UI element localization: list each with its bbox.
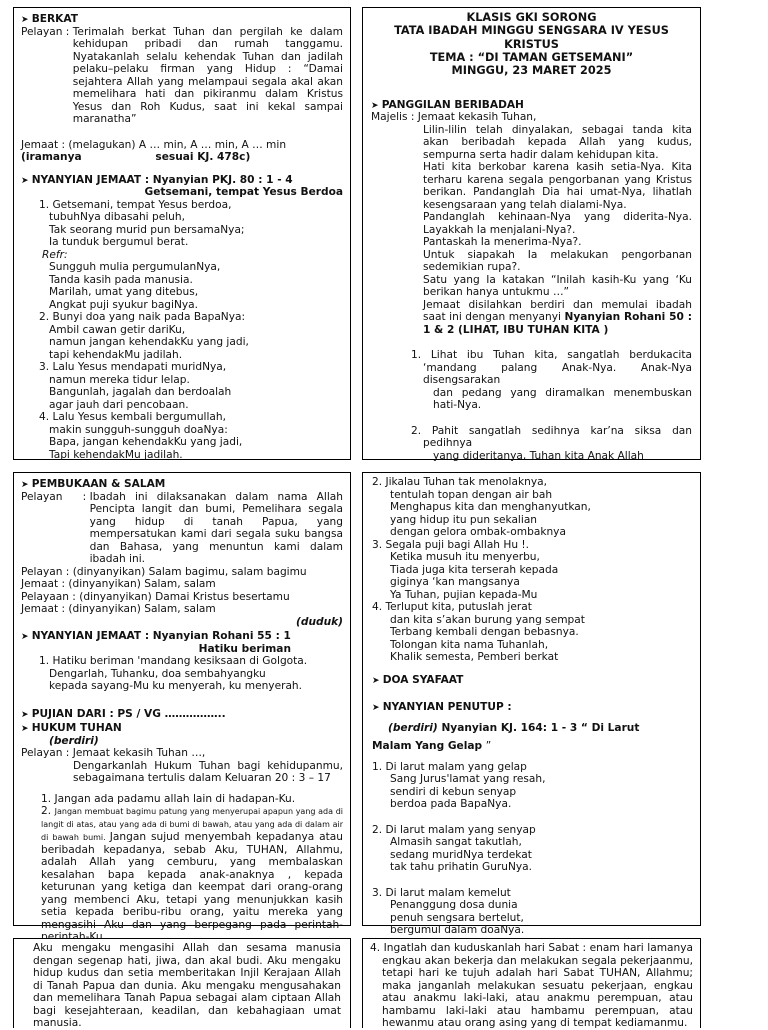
penutup-song-title-2 bbox=[372, 740, 691, 753]
kj-verse-2 bbox=[372, 824, 691, 874]
lyric-line: Ya Tuhan, pujian kepada-Mu bbox=[390, 588, 538, 601]
berkat-pelayan bbox=[21, 26, 343, 126]
invite-text: Jemaat disilahkan berdiri dan memulai ibadah saat ini dengan menyanyi bbox=[423, 298, 692, 324]
salam-line: Jemaat : (dinyanyikan) Salam, salam bbox=[21, 578, 216, 591]
commandment-1: 1. Jangan ada padamu allah lain di hadapan-Ku. bbox=[41, 792, 296, 805]
cover-panel bbox=[362, 7, 701, 460]
majelis-paragraph: Pantaskah Ia menerima-Nya?. bbox=[423, 236, 582, 249]
lyric-line: yang dideritanya, Tuhan kita Anak Allah bbox=[433, 449, 644, 462]
lyric-line: giginya ‘kan mangsanya bbox=[390, 576, 520, 588]
lyric-line: Almasih sangat takutlah, bbox=[390, 836, 522, 849]
lyric-line: berdoa pada BapaNya. bbox=[390, 798, 512, 811]
lyric-line: Terbang kembali dengan bebasnya. bbox=[390, 626, 579, 638]
salam-line: Pelayaan : (dinyanyikan) Damai Kristus besertamu bbox=[21, 590, 290, 603]
hukum-pelayan bbox=[21, 747, 343, 760]
verse-4 bbox=[21, 411, 343, 461]
berdiri-note: (berdiri) bbox=[388, 721, 438, 734]
lyric-line: dan kita s’akan burung yang sempat bbox=[390, 613, 585, 626]
commandment-text: Jangan sujud menyembah kepadanya atau beribadah kepadanya, sebab Aku, TUHAN, Allahmu, adalah Allah yang cemburu, yang membalaskan kesalahan bapa kepada anak-anaknya , kepada keturunan yang ketiga dan keempat dari orang-orang yang membenci Aku, tetapi yang menunjukkan kasih setia kepada beribu-ribu orang, yaitu mereka yang mengasihi Aku dan yang berpegang pada perintah- bbox=[41, 831, 343, 931]
song-heading: ➤ NYANYIAN JEMAAT : Nyanyian Rohani 55 : 1 bbox=[21, 630, 343, 643]
lyric-line: 1. Hatiku beriman 'mandang kesiksaan di Golgota. bbox=[39, 655, 308, 668]
commandment-4: 4. Ingatlah dan kuduskanlah hari Sabat : enam hari lamanya engkau akan bekerja dan melakukan segala pekerjaanmu, tetapi hari ke tujuh adalah hari Sabat TUHAN, Allahmu; maka janganlah melakukan sesuatu pekerjaan, engkau atau anakmu laki-laki, atau anakmu perempuan, atau hambamu laki-laki atau hambamu perempuan, atau hewanmu atau orang asing yang di tempat kediamanmu. bbox=[370, 942, 693, 1029]
verse-2 bbox=[372, 476, 691, 539]
quote-mark: ” bbox=[485, 740, 492, 753]
song-title: Getsemani, tempat Yesus Berdoa bbox=[144, 186, 343, 199]
kj-verse-1 bbox=[372, 761, 691, 811]
iramanya-note: (iramanya sesuai KJ. 478c) bbox=[21, 151, 251, 164]
lyric-line: Marilah, umat yang ditebus, bbox=[49, 286, 199, 299]
lyric-line: 2. Pahit sangatlah sedihnya kar’na siksa dan pedihnya bbox=[411, 424, 692, 450]
commandment-2 bbox=[21, 805, 343, 943]
berkat-panel bbox=[13, 7, 351, 460]
lyric-line: 1. Di larut malam yang gelap bbox=[372, 760, 527, 773]
berdiri-note: (berdiri) bbox=[49, 734, 99, 747]
penutup-song bbox=[372, 722, 691, 735]
salam-line: Jemaat : (dinyanyikan) Salam, salam bbox=[21, 603, 216, 616]
lyric-line: Ambil cawan getir dariKu, bbox=[49, 323, 186, 336]
song-verse-1 bbox=[371, 349, 692, 387]
majelis-line: Majelis : Jemaat kekasih Tuhan, bbox=[371, 111, 537, 124]
lyric-line: Ia tunduk bergumul berat. bbox=[49, 236, 189, 249]
hukum-intro: Dengarkanlah Hukum Tuhan bagi kehidupanmu, sebagaimana tertulis dalam Keluaran 20 : 3 – 17 bbox=[73, 759, 343, 785]
hukum-heading: ➤ HUKUM TUHAN bbox=[21, 722, 343, 735]
lyric-line: sedang muridNya terdekat bbox=[390, 848, 532, 861]
pembukaan-heading: ➤ PEMBUKAAN & SALAM bbox=[21, 478, 343, 491]
lyric-line: 1. Lihat ibu Tuhan kita, sangatlah berdukacita ‘mandang palang Anak-Nya. Anak-Nya disengsarakan bbox=[411, 349, 692, 387]
lyric-line: tubuhNya dibasahi peluh, bbox=[49, 211, 185, 224]
song-title: Hatiku beriman bbox=[198, 642, 291, 655]
lyric-line: Menghapus kita dan menghanyutkan, bbox=[390, 501, 591, 513]
penutup-panel bbox=[362, 472, 701, 937]
refrain-label: Refr: bbox=[42, 248, 68, 261]
lyric-line: Sungguh mulia pergumulanNya, bbox=[49, 261, 221, 274]
refrain bbox=[21, 261, 343, 311]
date-line: MINGGU, 23 MARET 2025 bbox=[451, 64, 612, 78]
majelis-paragraph: Satu yang Ia katakan “Inilah kasih-Ku yang ‘Ku berikan hanya untukmu …” bbox=[423, 273, 692, 299]
majelis-paragraph: Untuk siapakah Ia melakukan pengorbanan sedemikian rupa?. bbox=[423, 248, 692, 274]
verse-4 bbox=[372, 601, 691, 664]
invite-song: Nyanyian Rohani 50 : 1 & 2 (LIHAT, IBU TUHAN KITA ) bbox=[423, 311, 692, 336]
lyric-line: tapi kehendakMu jadilah. bbox=[49, 348, 183, 361]
song-heading: ➤ NYANYIAN JEMAAT : Nyanyian PKJ. 80 : 1 - 4 bbox=[21, 174, 343, 187]
majelis-paragraph bbox=[371, 299, 692, 337]
lyric-line: 4. Lalu Yesus kembali bergumullah, bbox=[39, 411, 227, 424]
berkat-text: Terimalah berkat Tuhan dan pergilah ke dalam kehidupan pribadi dan rumah tanggamu. Nyatakanlah selalu kehendak Tuhan dan jadilah pelaku–pelaku firman yang Hidup : “Damai sejahtera Allah yang melampaui segala akal akan memelihara hati dan pikiranmu dalam Kristus Yesus dan Roh Kudus, saat ini kekal sampai maranatha” bbox=[72, 25, 343, 126]
lyric-line: Khalik semesta, Pemberi berkat bbox=[390, 651, 559, 663]
penutup-song-title: Malam Yang Gelap bbox=[372, 740, 486, 753]
penutup-heading: ➤ NYANYIAN PENUTUP : bbox=[372, 701, 691, 714]
lyric-line: 2. Bunyi doa yang naik pada BapaNya: bbox=[39, 311, 246, 324]
commandment-small-text: Jangan membuat bagimu patung yang menyerupai apapun yang ada di langit di atas, atau yang ada di bumi di bawah, atau yang ada di dalam air di bawah bumi. bbox=[41, 807, 343, 843]
majelis-paragraph: Pandanglah kehinaan-Nya yang diderita-Nya. Layakkah Ia menjalani-Nya?. bbox=[423, 211, 692, 236]
lyric-line: 3. Lalu Yesus mendapati muridNya, bbox=[39, 361, 227, 374]
lyric-line: namun jangan kehendakKu yang jadi, bbox=[49, 336, 249, 349]
lyric-line: makin sungguh-sungguh doaNya: bbox=[49, 423, 228, 436]
lyric-line: 1. Getsemani, tempat Yesus berdoa, bbox=[39, 198, 232, 211]
doa-syafaat-heading: ➤ DOA SYAFAAT bbox=[372, 674, 691, 687]
lyric-line: 2. Jikalau Tuhan tak menolaknya, bbox=[372, 476, 547, 488]
lyric-line: Bapa, jangan kehendakKu yang jadi, bbox=[49, 436, 243, 449]
lyric-line: 2. Di larut malam yang senyap bbox=[372, 823, 536, 836]
lyric-line: dan pedang yang diramalkan menembuskan hati-Nya. bbox=[433, 386, 692, 412]
pujian-heading: ➤ PUJIAN DARI : PS / VG …………….. bbox=[21, 708, 343, 721]
lyric-line: Bangunlah, jagalah dan berdoalah bbox=[49, 386, 232, 399]
lyric-line: Tanda kasih pada manusia. bbox=[49, 273, 193, 286]
verse-2 bbox=[21, 311, 343, 361]
majelis-paragraph: Lilin-lilin telah dinyalakan, sebagai tanda kita akan beribadah kepada Allah yang kudus, sempurna serta hadir dalam kehidupan kita. bbox=[423, 123, 692, 161]
tata-ibadah-title: TATA IBADAH MINGGU SENGSARA IV YESUS KRISTUS bbox=[394, 24, 669, 51]
lyric-line: yang hidup itu pun sekalian bbox=[390, 513, 538, 526]
lyric-line: Tapi kehendakMu jadilah. bbox=[49, 448, 183, 461]
verse-3 bbox=[21, 361, 343, 411]
song-verse bbox=[21, 655, 343, 693]
verse-1 bbox=[21, 199, 343, 249]
klasis-title: KLASIS GKI SORONG bbox=[466, 11, 597, 24]
song-verse-2 bbox=[371, 425, 692, 450]
pelayan-label: Pelayan : bbox=[21, 747, 73, 760]
lyric-line: Angkat puji syukur bagiNya. bbox=[49, 298, 199, 311]
penutup-song-title: Nyanyian KJ. 164: 1 - 3 “ Di Larut bbox=[437, 721, 640, 734]
hukum-intro: Jemaat kekasih Tuhan …, bbox=[72, 747, 206, 760]
lyric-line: Penanggung dosa dunia bbox=[390, 899, 518, 912]
jemaat-amin: Jemaat : (melagukan) A … min, A … min, A … min bbox=[21, 138, 287, 151]
lyric-line: Sang Jurus'lamat yang resah, bbox=[390, 773, 546, 786]
lyric-line: Tolongan kita nama Tuhanlah, bbox=[390, 638, 549, 651]
lyric-line: sendiri di kebun senyap bbox=[390, 785, 517, 798]
tema-line: TEMA : “DI TAMAN GETSEMANI” bbox=[429, 50, 634, 64]
kj-verse-3 bbox=[372, 887, 691, 937]
berkat-label: Pelayan : bbox=[21, 25, 73, 38]
pengakuan-text: Aku mengaku mengasihi Allah dan sesama manusia dengan segenap hati, jiwa, dan akal budi. Aku mengaku hidup kudus dan setia memberitakan Injil Kerajaan Allah di Tanah Papua dan dunia. Aku mengaku mengusahakan dan memelihara Tanah Papua sebagai alam ciptaan Allah bagi kesejahteraan, keadilan, dan kebahagiaan umat manusia. bbox=[33, 942, 341, 1029]
pengakuan-panel bbox=[13, 938, 351, 1028]
majelis-paragraph: Hati kita berkobar karena kasih setia-Nya. Kita terharu karena segala pengorbanan yang Kristus berikan. Pandanglah Dia hai umat-Nya, lihatlah kesengsaraan yang telah dialami-Nya. bbox=[423, 161, 692, 211]
lyric-line: Tak seorang murid pun bersamaNya; bbox=[49, 223, 245, 236]
lyric-line: tak tahu prihatin GuruNya. bbox=[390, 861, 533, 874]
lyric-line: Dengarlah, Tuhanku, doa sembahyangku bbox=[49, 667, 266, 680]
berkat-heading: ➤ BERKAT bbox=[21, 13, 343, 26]
lyric-line: 4. Terluput kita, putuslah jerat bbox=[372, 601, 532, 613]
lyric-line: penuh sengsara bertelut, bbox=[390, 911, 524, 924]
lyric-line: dengan gelora ombak-ombaknya bbox=[390, 526, 566, 538]
duduk-note: (duduk) bbox=[296, 615, 343, 628]
lyric-line: Tiada juga kita terserah kepada bbox=[390, 563, 559, 576]
pembukaan-panel bbox=[13, 472, 351, 931]
panggilan-heading: ➤ PANGGILAN BERIBADAH bbox=[371, 99, 692, 112]
commandment-number: 2. bbox=[41, 805, 55, 818]
lyric-line: Ketika musuh itu menyerbu, bbox=[390, 551, 540, 563]
pelayan-label: Pelayan : bbox=[21, 490, 90, 503]
pembukaan-pelayan bbox=[21, 491, 343, 566]
hukum-4-panel bbox=[362, 938, 701, 1028]
pelayan-text: Ibadah ini dilaksanakan dalam nama Allah Pencipta langit dan bumi, Pemelihara segala yang hidup di tanah Papua, yang mempersatukan kami dari segala suku bangsa dan Bahasa, yang menuntun kami dalam ibadah ini. bbox=[89, 490, 343, 566]
lyric-line: tentulah topan dengan air bah bbox=[390, 488, 553, 501]
lyric-line: 3. Di larut malam kemelut bbox=[372, 886, 511, 899]
verse-3 bbox=[372, 539, 691, 602]
lyric-line: bergumul dalam doaNya. bbox=[390, 924, 525, 937]
lyric-line: 3. Segala puji bagi Allah Hu !. bbox=[372, 538, 530, 551]
lyric-line: agar jauh dari pencobaan. bbox=[49, 398, 189, 411]
lyric-line: namun mereka tidur lelap. bbox=[49, 373, 190, 386]
lyric-line: kepada sayang-Mu ku menyerah, ku menyerah. bbox=[49, 680, 303, 693]
salam-line: Pelayan : (dinyanyikan) Salam bagimu, salam bagimu bbox=[21, 565, 307, 578]
